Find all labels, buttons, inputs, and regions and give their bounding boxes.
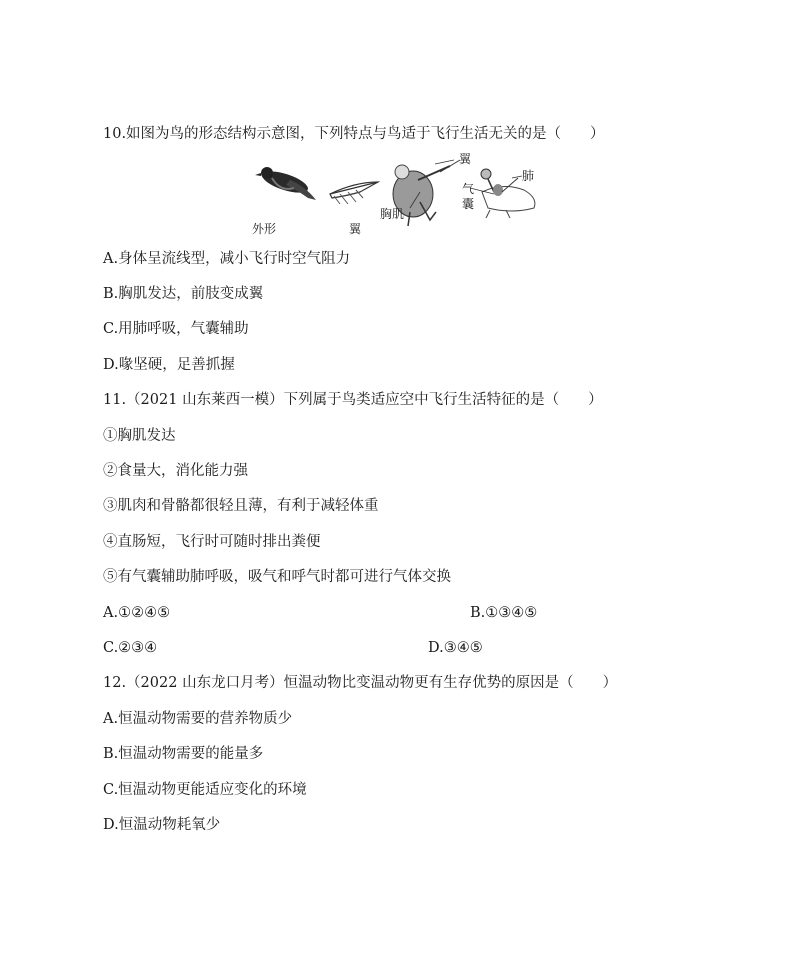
q12-option-d: D.恒温动物耗氧少 [103, 817, 221, 833]
q10-option-d: D.喙坚硬，足善抓握 [103, 357, 235, 373]
figure-label-airsac-2: 囊 [462, 197, 475, 211]
figure-label-lung: 肺 [522, 169, 535, 183]
q11-item-1: ①胸肌发达 [103, 428, 176, 444]
q12-stem: 12.（2022 山东龙口月考）恒温动物比变温动物更有生存优势的原因是（ ） [103, 675, 618, 691]
figure-label-muscle: 胸肌 [380, 207, 405, 221]
figure-label-airsac-1: 气 [462, 182, 475, 196]
bird-structure-figure [250, 152, 550, 238]
figure-label-outer: 外形 [252, 222, 277, 236]
q11-item-4: ④直肠短，飞行时可随时排出粪便 [103, 534, 321, 550]
q10-option-b: B.胸肌发达，前肢变成翼 [103, 286, 264, 302]
q11-option-a: A.①②④⑤ [103, 605, 171, 621]
bird-wing-icon [330, 182, 378, 204]
q12-option-b: B.恒温动物需要的能量多 [103, 746, 264, 762]
q12-option-a: A.恒温动物需要的营养物质少 [103, 711, 293, 727]
q11-item-5: ⑤有气囊辅助肺呼吸，吸气和呼气时都可进行气体交换 [103, 569, 451, 585]
figure-label-wing-2: 翼 [459, 152, 472, 166]
figure-label-wing: 翼 [349, 222, 362, 236]
q11-option-b: B.①③④⑤ [470, 605, 538, 621]
q11-option-c: C.②③④ [103, 640, 158, 656]
q10-option-a: A.身体呈流线型，减小飞行时空气阻力 [103, 251, 351, 267]
bird-outer-icon [255, 167, 316, 200]
bird-illustration [250, 152, 550, 238]
q11-item-3: ③肌肉和骨骼都很轻且薄，有利于减轻体重 [103, 498, 379, 514]
q10-option-c: C.用肺呼吸，气囊辅助 [103, 321, 249, 337]
q10-stem: 10.如图为鸟的形态结构示意图，下列特点与鸟适于飞行生活无关的是（ ） [103, 126, 605, 142]
q11-item-2: ②食量大，消化能力强 [103, 463, 248, 479]
q11-stem: 11.（2021 山东莱西一模）下列属于鸟类适应空中飞行生活特征的是（ ） [103, 392, 603, 408]
q11-option-d: D.③④⑤ [428, 640, 483, 656]
q12-option-c: C.恒温动物更能适应变化的环境 [103, 782, 307, 798]
